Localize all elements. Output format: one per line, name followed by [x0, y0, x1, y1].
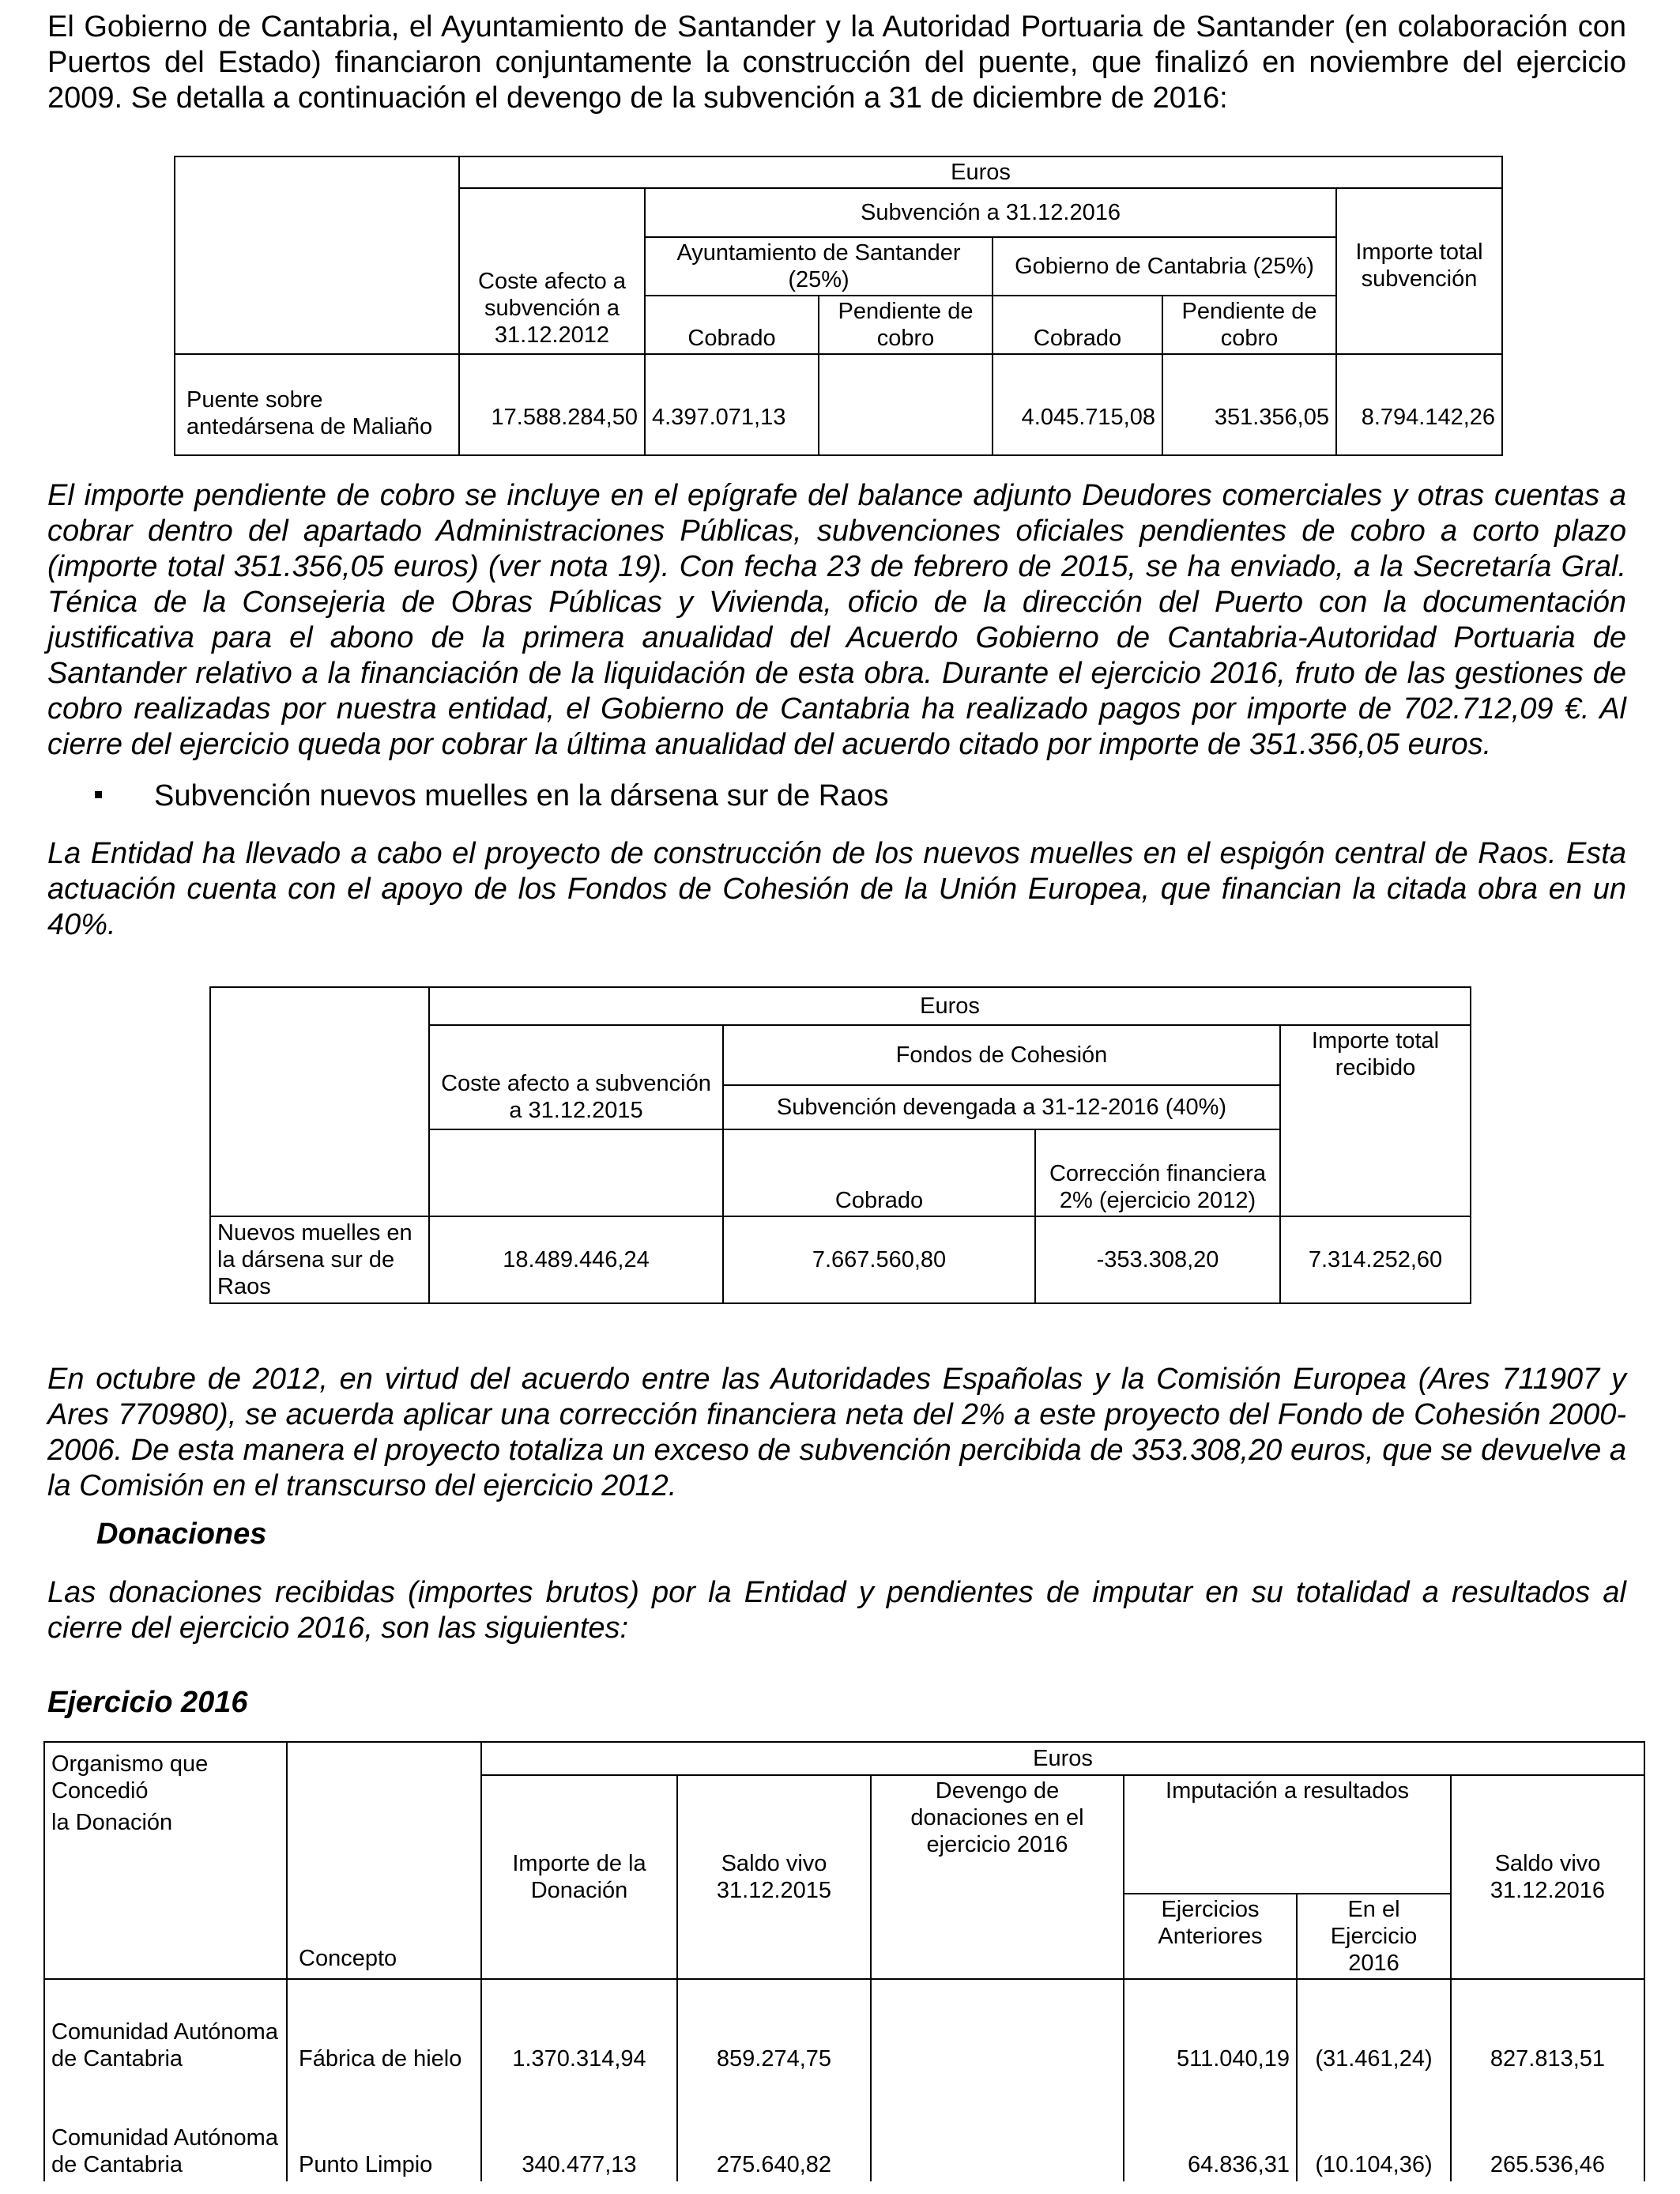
organismo-header: Organismo que Concedió la Donación [44, 1742, 287, 1979]
row-anteriores: 64.836,31 [1124, 2080, 1297, 2181]
pendiente-paragraph: El importe pendiente de cobro se incluye en el epígrafe del balance adjunto Deudores comerciales y otras cuentas a cobrar dentro del apartado Administraciones Públicas, subvenciones oficiales pendientes de cobro a corto plazo (importe total 351.356,05 euros) (ver nota 19). Con fecha 23 de febrero de 2015, se ha enviado, a la Secretaría Gral. Ténica de la Consejeria de Obras Públicas y Vivienda, oficio de la dirección del Puerto con la documentación justificativa para el abono de la primera anualidad del Acuerdo Gobierno de Cantabria-Autoridad Portuaria de Santander relativo a la financiación de la liquidación de esta obra. Durante el ejercicio 2016, fruto de las gestiones de cobro realizadas por nuestra entidad, el Gobierno de Cantabria ha realizado pagos por importe de 702.712,09 €. Al cierre del ejercicio queda por cobrar la última anualidad del acuerdo citado por importe de 351.356,05 euros. [47, 479, 1626, 761]
row-label: Nuevos muelles en la dársena sur de Raos [210, 1216, 429, 1303]
donaciones-paragraph: Las donaciones recibidas (importes brutos) por la Entidad y pendientes de imputar en su totalidad a resultados al cierre del ejercicio 2016, son las siguientes: [47, 1576, 1626, 1645]
row-total: 7.314.252,60 [1280, 1216, 1471, 1303]
concepto-header: Concepto [287, 1742, 481, 1979]
en2016-header: En el Ejercicio 2016 [1297, 1894, 1451, 1979]
row-coste: 17.588.284,50 [459, 354, 645, 455]
donaciones-heading: Donaciones [96, 1517, 267, 1551]
row-importe: 340.477,13 [481, 2080, 677, 2181]
subvencion-header: Subvención a 31.12.2016 [645, 188, 1336, 237]
corner-cell [210, 987, 429, 1025]
row-concepto: Punto Limpio [287, 2080, 481, 2181]
gob-pendiente-header: Pendiente de cobro [1162, 296, 1336, 354]
anteriores-header: Ejercicios Anteriores [1124, 1894, 1297, 1979]
imputacion-header: Imputación a resultados [1124, 1775, 1451, 1894]
row-saldo2015: 275.640,82 [677, 2080, 871, 2181]
table-puente-subvencion [174, 156, 1503, 456]
row-en2016: (10.104,36) [1297, 2080, 1451, 2181]
ejercicio-heading: Ejercicio 2016 [47, 1686, 248, 1719]
euros-header: Euros [429, 987, 1471, 1025]
row-label: Puente sobre antedársena de Maliaño [175, 354, 459, 455]
table-donaciones [43, 1741, 1645, 2181]
row-importe: 1.370.314,94 [481, 1979, 677, 2080]
row-anteriores: 511.040,19 [1124, 1979, 1297, 2080]
row-org: Comunidad Autónoma de Cantabria [44, 2080, 287, 2181]
devengada-header: Subvención devengada a 31-12-2016 (40%) [723, 1085, 1280, 1129]
cobrado-header: Cobrado [723, 1129, 1035, 1216]
row-gob-pendiente: 351.356,05 [1162, 354, 1336, 455]
importe-total-header: Importe total subvención [1336, 237, 1502, 354]
row-org: Comunidad Autónoma de Cantabria [44, 1979, 287, 2080]
bullet-raos [95, 778, 888, 814]
corner-cell [175, 156, 459, 188]
euros-header: Euros [459, 156, 1502, 188]
intro-paragraph: El Gobierno de Cantabria, el Ayuntamiento de Santander y la Autoridad Portuaria de Santander (en colaboración con Puertos del Estado) financiaron conjuntamente la construcción del puente, que finalizó en noviembre del ejercicio 2009. Se detalla a continuación el devengo de la subvención a 31 de diciembre de 2016: [47, 10, 1626, 115]
gob-cobrado-header: Cobrado [993, 296, 1162, 354]
row-ayto-pendiente [819, 354, 993, 455]
fondos-header: Fondos de Cohesión [723, 1025, 1280, 1085]
row-saldo2016: 265.536,46 [1451, 2080, 1644, 2181]
row-cobrado: 7.667.560,80 [723, 1216, 1035, 1303]
importe-header: Importe de la Donación [481, 1775, 677, 1979]
saldo2016-header: Saldo vivo 31.12.2016 [1451, 1775, 1644, 1979]
ayto-cobrado-header: Cobrado [645, 296, 819, 354]
devengo-header: Devengo de donaciones en el ejercicio 2016 [871, 1775, 1124, 1979]
bullet-icon [95, 791, 102, 798]
importe-total-header: Importe total recibido [1280, 1025, 1471, 1216]
row-correccion: -353.308,20 [1035, 1216, 1280, 1303]
gob-header: Gobierno de Cantabria (25%) [993, 237, 1336, 296]
table-raos-subvencion [209, 986, 1471, 1304]
row-total: 8.794.142,26 [1336, 354, 1502, 455]
row-coste: 18.489.446,24 [429, 1216, 723, 1303]
ayto-header: Ayuntamiento de Santander (25%) [645, 237, 993, 296]
row-devengo [871, 1979, 1124, 2080]
row-gob-cobrado: 4.045.715,08 [993, 354, 1162, 455]
bullet-text: Subvención nuevos muelles en la dársena sur de Raos [154, 779, 889, 812]
row-concepto: Fábrica de hielo [287, 1979, 481, 2080]
row-saldo2016: 827.813,51 [1451, 1979, 1644, 2080]
correccion-paragraph: En octubre de 2012, en virtud del acuerdo entre las Autoridades Españolas y la Comisión Europea (Ares 711907 y Ares 770980), se acuerda aplicar una corrección financiera neta del 2% a este proyecto del Fondo de Cohesión 2000-2006. De esta manera el proyecto totaliza un exceso de subvención percibida de 353.308,20 euros, que se devuelve a la Comisión en el transcurso del ejercicio 2012. [47, 1363, 1626, 1502]
raos-paragraph: La Entidad ha llevado a cabo el proyecto de construcción de los nuevos muelles en el espigón central de Raos. Esta actuación cuenta con el apoyo de los Fondos de Cohesión de la Unión Europea, que financian la citada obra en un 40%. [47, 837, 1626, 941]
coste-header: Coste afecto a subvención a 31.12.2012 [459, 237, 645, 354]
coste-header: Coste afecto a subvención a 31.12.2015 [429, 1025, 723, 1129]
euros-header: Euros [481, 1742, 1644, 1775]
ayto-pendiente-header: Pendiente de cobro [819, 296, 993, 354]
row-ayto-cobrado: 4.397.071,13 [645, 354, 819, 455]
saldo2015-header: Saldo vivo 31.12.2015 [677, 1775, 871, 1979]
correccion-header: Corrección financiera 2% (ejercicio 2012) [1035, 1129, 1280, 1216]
row-devengo [871, 2080, 1124, 2181]
row-en2016: (31.461,24) [1297, 1979, 1451, 2080]
row-saldo2015: 859.274,75 [677, 1979, 871, 2080]
